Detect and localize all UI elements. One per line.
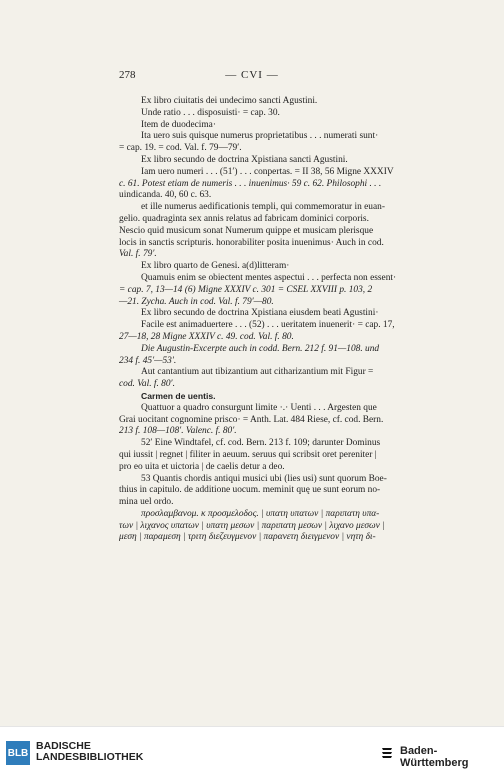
text-line: Ex libro secundo de doctrina Xpistiana sancti Agustini. (141, 154, 348, 165)
text-line: c. 61. Potest etiam de numeris . . . inuenimus· 59 c. 62. Philosophi . . . (119, 178, 382, 189)
text-line: 27—18, 28 Migne XXXIV c. 49. cod. Val. f. 80. (119, 331, 294, 342)
library-name-line1: BADISCHE (36, 740, 91, 752)
state-name[interactable]: Baden-Württemberg (400, 745, 469, 769)
greek-line: προσλαμβανομ. κ προσμελοδος. | υπατη υπατων | παριπατη υπα- (141, 508, 380, 519)
text-line: gelio. quadraginta sex annis relatus ad fabricam dominici corporis. (119, 213, 369, 224)
text-line: mina uel ordo. (119, 497, 174, 508)
footer-bar (0, 726, 504, 770)
page-number: 278 (119, 69, 136, 81)
text-line: Nescio quid musicum sonat Numerum quippe et musicam plerisque (119, 225, 374, 236)
text-line: cod. Val. f. 80′. (119, 379, 175, 390)
text-line: Ex libro secundo de doctrina Xpistiana eiusdem beati Agustini· (141, 308, 379, 319)
text-line: et ille numerus aedificationis templi, qui commemoratur in euan- (141, 202, 385, 213)
section-heading: Carmen de uentis. (141, 390, 216, 401)
text-line: Aut cantantium aut tibizantium aut citharizantium mit Figur = (141, 367, 374, 378)
text-line: Item de duodecima· (141, 119, 216, 130)
blb-logo[interactable]: BLB (6, 741, 30, 765)
text-line: Iam uero numeri . . . (51′) . . . conpertas. = II 38, 56 Migne XXXIV (141, 166, 394, 177)
text-line: uindicanda. 40, 60 c. 63. (119, 190, 212, 201)
running-head: — CVI — (225, 69, 279, 81)
text-line: 213 f. 108—108′. Valenc. f. 80′. (119, 426, 237, 437)
text-line: pro eo uita et uictoria | de caelis detur a deo. (119, 461, 285, 472)
text-line: Ita uero suis quisque numerus proprietatibus . . . numerati sunt· (141, 131, 379, 142)
library-name[interactable] (36, 741, 143, 763)
text-line: 53 Quantis chordis antiqui musici ubi (lies usi) sunt quorum Boe- (141, 473, 387, 484)
text-line: Quattuor a quadro consurgunt limite ·.· Uenti . . . Argesten que (141, 402, 377, 413)
text-line: Unde ratio . . . disposuisti· = cap. 30. (141, 107, 280, 118)
text-line: Grai uocitant cognomine prisco· = Anth. Lat. 484 Riese, cf. cod. Bern. (119, 414, 384, 425)
text-line: = cap. 19. = cod. Val. f. 79—79′. (119, 143, 242, 154)
text-line: locis in sanctis scripturis. honorabiliter posita inuenimus· Auch in cod. (119, 237, 384, 248)
text-line: Ex libro ciuitatis dei undecimo sancti Agustini. (141, 96, 318, 106)
text-line: Ex libro quarto de Genesi. a(d)litteram· (141, 261, 290, 272)
text-line: = cap. 7, 13—14 (6) Migne XXXIV c. 301 = CSEL XXVIII p. 103, 2 (119, 284, 373, 295)
text-line: qui iussit | regnet | filiter in aeuum. seruus qui scribsit oret pereniter | (119, 449, 377, 460)
text-line: 52′ Eine Windtafel, cf. cod. Bern. 213 f. 109; darunter Dominus (141, 438, 381, 449)
text-line: thius in capitulo. de additione uocum. meminit quę ue sunt eorum no- (119, 485, 381, 496)
text-line: Val. f. 79′. (119, 249, 157, 260)
greek-line: των | λιχανος υπατων | υπατη μεσων | παριπατη μεσων | λιχανο μεσων | (119, 520, 385, 531)
text-line: —21. Zycha. Auch in cod. Val. f. 79′—80. (119, 296, 274, 307)
greek-line: μεση | παραμεση | τριτη διεζευγμενον | παρανετη διειγμενον | νητη δι- (119, 532, 376, 543)
text-line: Die Augustin-Excerpte auch in codd. Bern. 212 f. 91—108. und (141, 343, 380, 354)
library-name-line2: LANDESBIBLIOTHEK (36, 751, 144, 763)
text-line: Facile est animaduertere . . . (52) . . . ueritatem inuenerit· = cap. 17, (141, 320, 395, 331)
body-text (119, 96, 405, 544)
text-line: Quamuis enim se obiectent mentes aspectui . . . perfecta non essent· (141, 272, 397, 283)
coat-of-arms-icon (379, 744, 395, 760)
text-line: 234 f. 45′—53′. (119, 355, 177, 366)
